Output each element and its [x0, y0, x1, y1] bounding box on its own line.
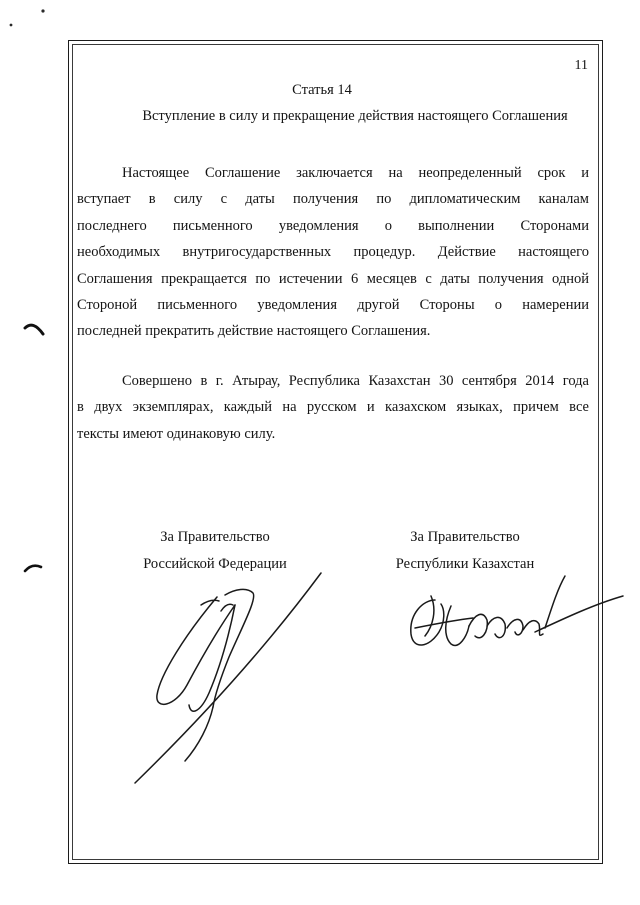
signatory-line: За Правительство [410, 529, 520, 545]
paragraph-line: в двух экземплярах, каждый на русском и казахском языках, причем все [77, 399, 589, 416]
signatory-line: Российской Федерации [143, 556, 287, 572]
handwritten-signature-icon [125, 565, 335, 790]
signatory-line: За Правительство [160, 529, 270, 545]
paragraph-term [77, 160, 589, 345]
signatory-line: Республики Казахстан [395, 556, 535, 572]
paragraph-line: необходимых внутригосударственных процедур. Действие настоящего [77, 244, 589, 261]
paragraph-line: Соглашения прекращается по истечении 6 месяцев с даты получения одной [77, 270, 589, 287]
scan-speck-icon [8, 22, 14, 28]
binder-hole-mark-icon [23, 318, 45, 336]
paragraph-done-at [77, 368, 589, 447]
paragraph-line: Совершено в г. Атырау, Республика Казахстан 30 сентября 2014 года [122, 373, 589, 389]
paragraph-line: Стороной письменного уведомления другой Стороны о намерении [77, 297, 589, 314]
scan-speck-icon [40, 8, 46, 14]
article-title: Вступление в силу и прекращение действия настоящего Соглашения [142, 108, 568, 124]
paragraph-line: последнего письменного уведомления о выполнении Сторонами [77, 217, 589, 234]
paragraph-line: последней прекратить действие настоящего Соглашения. [77, 323, 431, 340]
article-heading: Статья 14 [292, 82, 352, 98]
handwritten-signature-icon [395, 570, 625, 660]
paragraph-line: Настоящее Соглашение заключается на неопределенный срок и [122, 165, 589, 181]
page-number: 11 [574, 58, 588, 73]
binder-hole-mark-icon [23, 560, 43, 574]
paragraph-line: вступает в силу с даты получения по дипломатическим каналам [77, 191, 589, 208]
paragraph-line: тексты имеют одинаковую силу. [77, 425, 276, 442]
